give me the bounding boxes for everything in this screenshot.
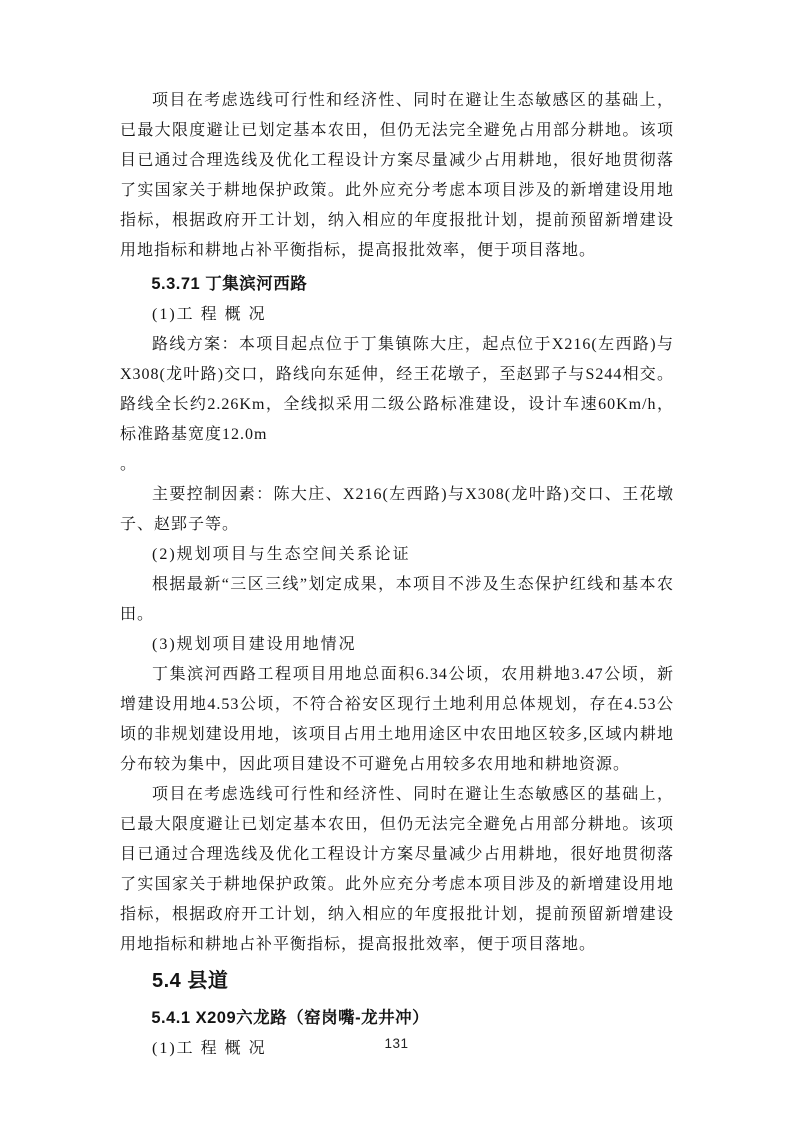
paragraph-land-policy-repeat: 项目在考虑选线可行性和经济性、同时在避让生态敏感区的基础上，已最大限度避让已划定基本农田，但仍无法完全避免占用部分耕地。该项目已通过合理选线及优化工程设计方案尽量减少占用耕地，很好地贯彻落了实国家关于耕地保护政策。此外应充分考虑本项目涉及的新增建设用地指标，根据政府开工计划，纳入相应的年度报批计划，提前预留新增建设用地指标和耕地占补平衡指标，提高报批效率，便于项目落地。	[120, 786, 674, 953]
subheading-project-overview-2: (1)工 程 概 况	[152, 1040, 267, 1057]
section-heading-5-3-71: 5.3.71 丁集滨河西路	[151, 275, 308, 293]
document-body	[120, 86, 674, 1064]
page-number: 131	[384, 1036, 409, 1051]
paragraph-route-plan: 路线方案：本项目起点位于丁集镇陈大庄，起点位于X216(左西路)与X308(龙叶路)交口，路线向东延伸，经王花墩子，至赵郢子与S244相交。路线全长约2.26Km，全线拟采用二级公路标准建设，设计车速60Km/h，标准路基宽度12.0m	[120, 336, 674, 443]
section-heading-5-4: 5.4 县道	[152, 970, 229, 992]
paragraph-land-area-figures: 丁集滨河西路工程项目用地总面积6.34公顷，农用耕地3.47公顷，新增建设用地4.53公顷，不符合裕安区现行土地利用总体规划，存在4.53公顷的非规划建设用地，该项目占用土地用途区中农田地区较多,区域内耕地分布较为集中，因此项目建设不可避免占用较多农用地和耕地资源。	[120, 666, 674, 773]
paragraph-land-policy: 项目在考虑选线可行性和经济性、同时在避让生态敏感区的基础上，已最大限度避让已划定基本农田，但仍无法完全避免占用部分耕地。该项目已通过合理选线及优化工程设计方案尽量减少占用耕地，很好地贯彻落了实国家关于耕地保护政策。此外应充分考虑本项目涉及的新增建设用地指标，根据政府开工计划，纳入相应的年度报批计划，提前预留新增建设用地指标和耕地占补平衡指标，提高报批效率，便于项目落地。	[120, 92, 674, 259]
subheading-construction-land: (3)规划项目建设用地情况	[152, 636, 357, 653]
subheading-eco-space-relation: (2)规划项目与生态空间关系论证	[152, 546, 411, 563]
paragraph-three-zones-lines: 根据最新“三区三线”划定成果，本项目不涉及生态保护红线和基本农田。	[120, 576, 674, 623]
paragraph-trailing-punctuation: 。	[120, 456, 137, 473]
subheading-project-overview-1: (1)工 程 概 况	[152, 306, 267, 323]
section-heading-5-4-1: 5.4.1 X209六龙路（窑岗嘴-龙井冲）	[151, 1009, 430, 1027]
paragraph-control-factors: 主要控制因素：陈大庄、X216(左西路)与X308(龙叶路)交口、王花墩子、赵郢子等。	[120, 486, 674, 533]
